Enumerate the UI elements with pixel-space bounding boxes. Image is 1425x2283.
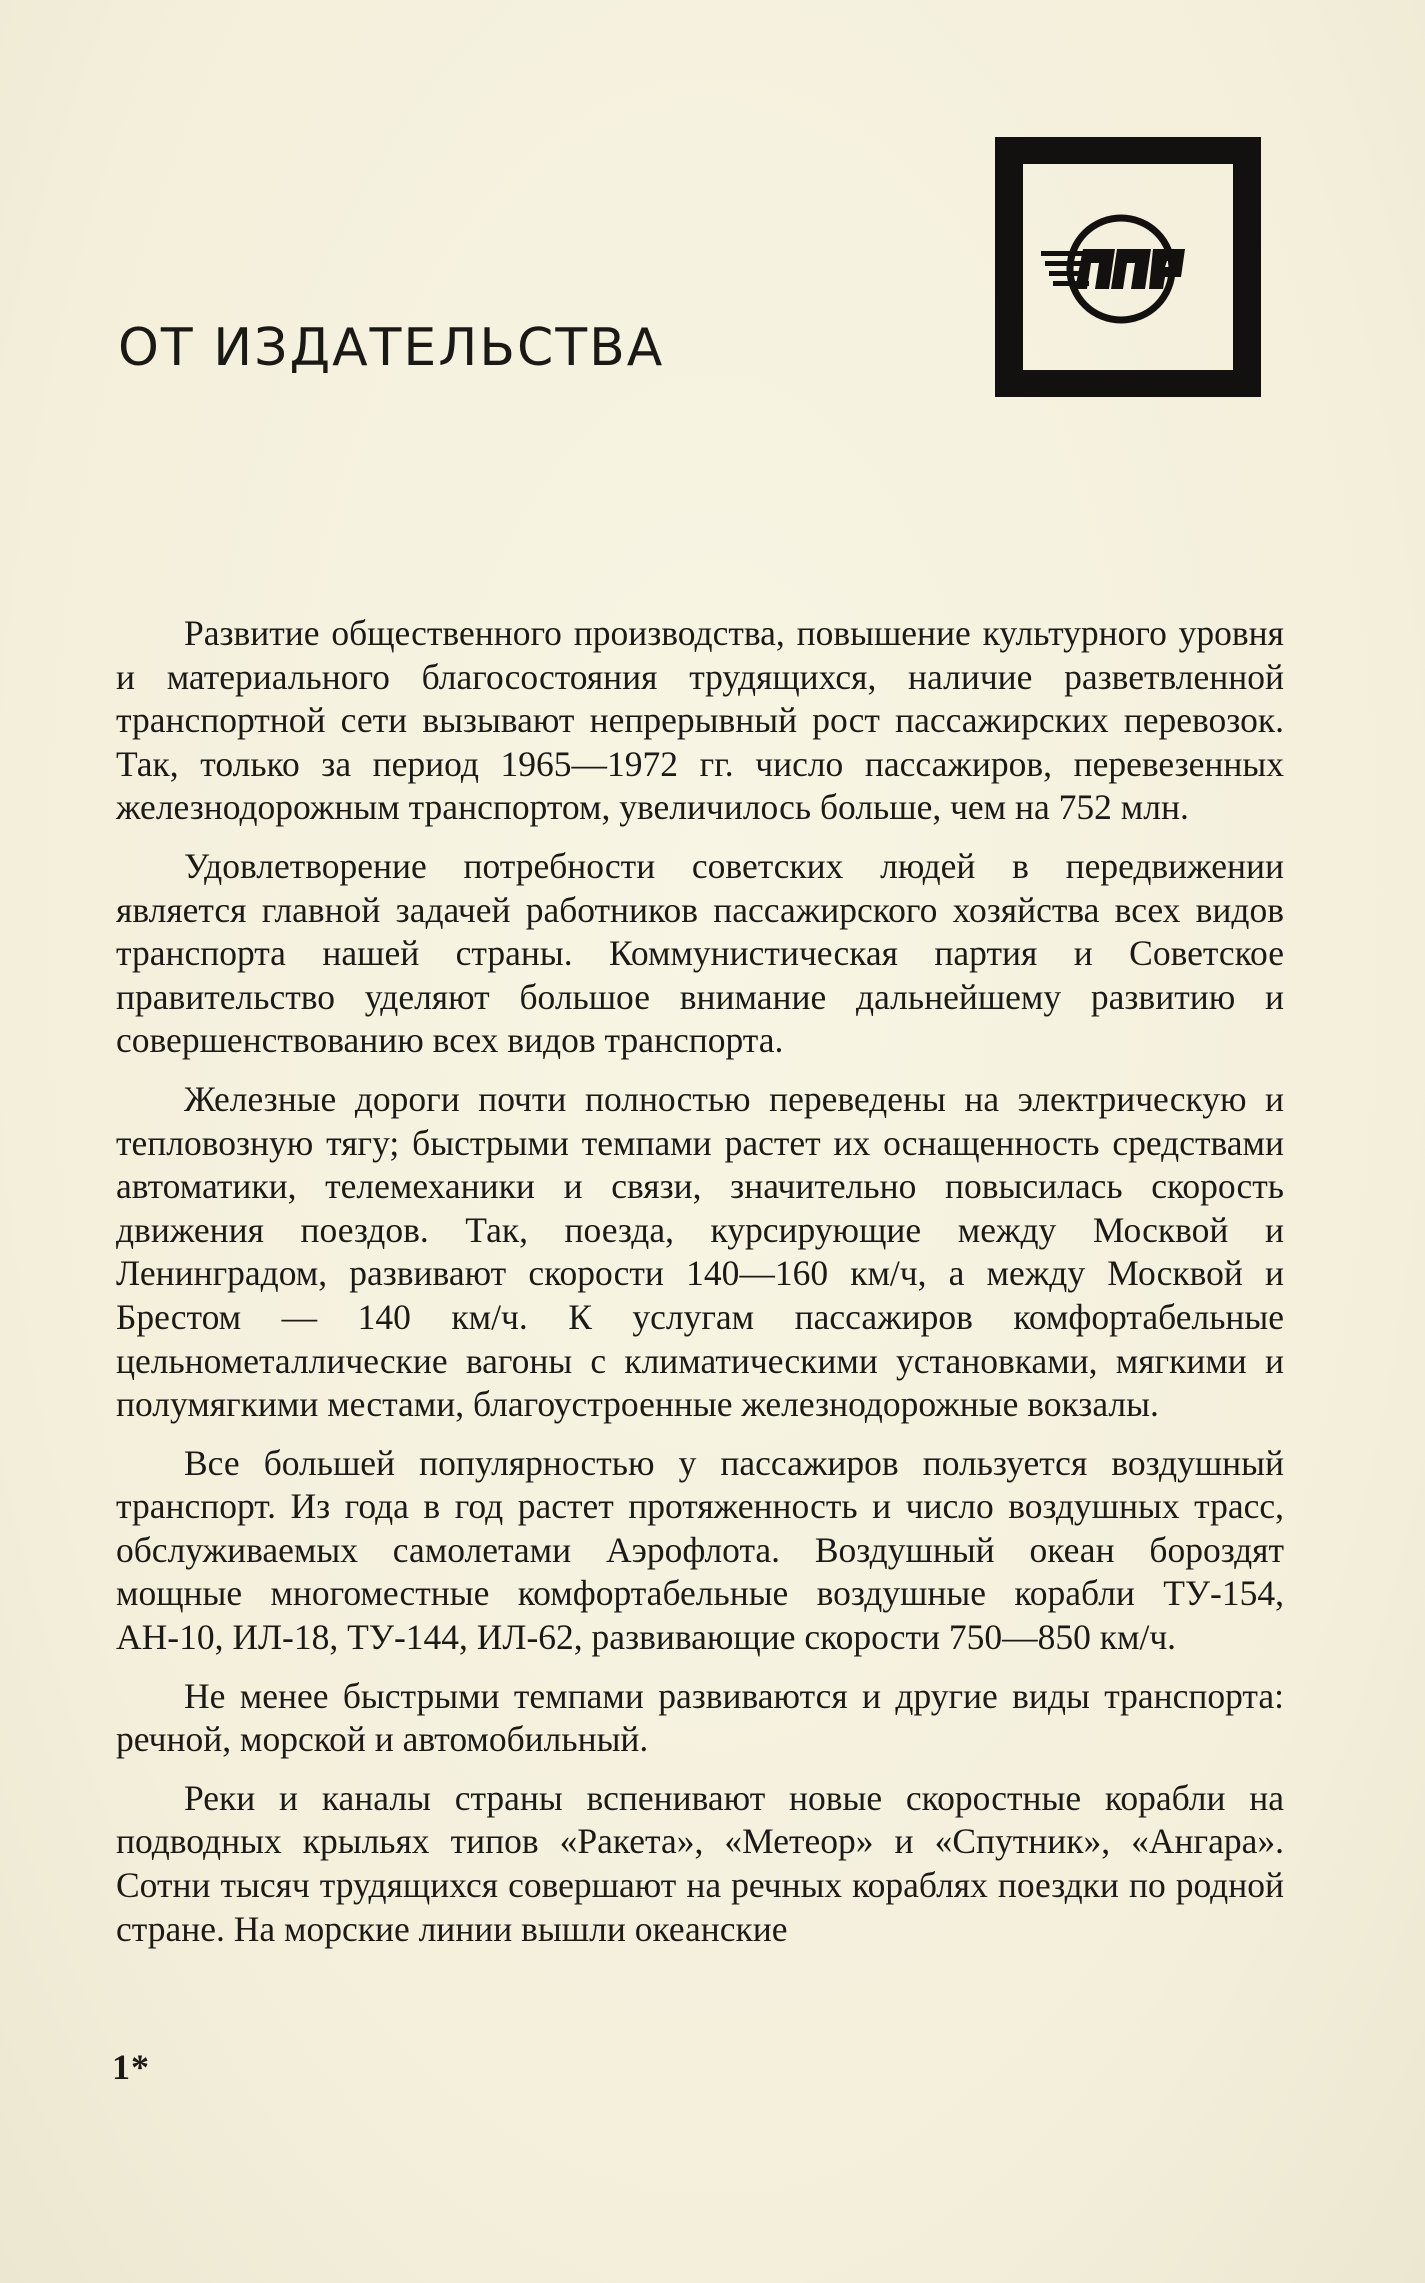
paragraph: Железные дороги почти полностью переведены на электрическую и тепловозную тягу; быстрыми темпами растет их оснащенность средствами автоматики, телемеханики и связи, значительно повысилась скорость движения поездов. Так, поезда, курсирующие между Москвой и Ленинградом, развивают скорости 140—160 км/ч, а между Москвой и Брестом — 140 км/ч. К услугам пассажиров комфортабельные цельнометаллические вагоны с климатическими установками, мягкими и полумягкими местами, благоустроенные железнодорожные вокзалы. bbox=[116, 1078, 1284, 1425]
article-body bbox=[116, 612, 1284, 1951]
paragraph: Все большей популярностью у пассажиров пользуется воздушный транспорт. Из года в год растет протяженность и число воздушных трасс, обслуживаемых самолетами Аэрофлота. Воздушный океан бороздят мощные многоместные комфортабельные воздушные корабли ТУ-154, АН-10, ИЛ-18, ТУ-144, ИЛ-62, развивающие скорости 750—850 км/ч. bbox=[116, 1442, 1284, 1658]
paragraph: Не менее быстрыми темпами развиваются и другие виды транспорта: речной, морской и автомобильный. bbox=[116, 1675, 1284, 1760]
page-title: ОТ ИЗДАТЕЛЬСТВА bbox=[118, 318, 665, 378]
paragraph: Реки и каналы страны вспенивают новые скоростные корабли на подводных крыльях типов «Ракета», «Метеор» и «Спутник», «Ангара». Сотни тысяч трудящихся совершают на речных кораблях поездки по родной стране. На морские линии вышли океанские bbox=[116, 1777, 1284, 1949]
signature-mark: 1* bbox=[112, 2047, 150, 2087]
paragraph: Удовлетворение потребности советских людей в передвижении является главной задачей работников пассажирского хозяйства всех видов транспорта нашей страны. Коммунистическая партия и Советское правительство уделяют большое внимание дальнейшему развитию и совершенствованию всех видов транспорта. bbox=[116, 845, 1284, 1061]
railway-emblem-icon bbox=[995, 137, 1261, 397]
paragraph: Развитие общественного производства, повышение культурного уровня и материального благосостояния трудящихся, наличие разветвленной транспортной сети вызывают непрерывный рост пассажирских перевозок. Так, только за период 1965—1972 гг. число пассажиров, перевезенных железнодорожным транспортом, увеличилось больше, чем на 752 млн. bbox=[116, 613, 1284, 828]
